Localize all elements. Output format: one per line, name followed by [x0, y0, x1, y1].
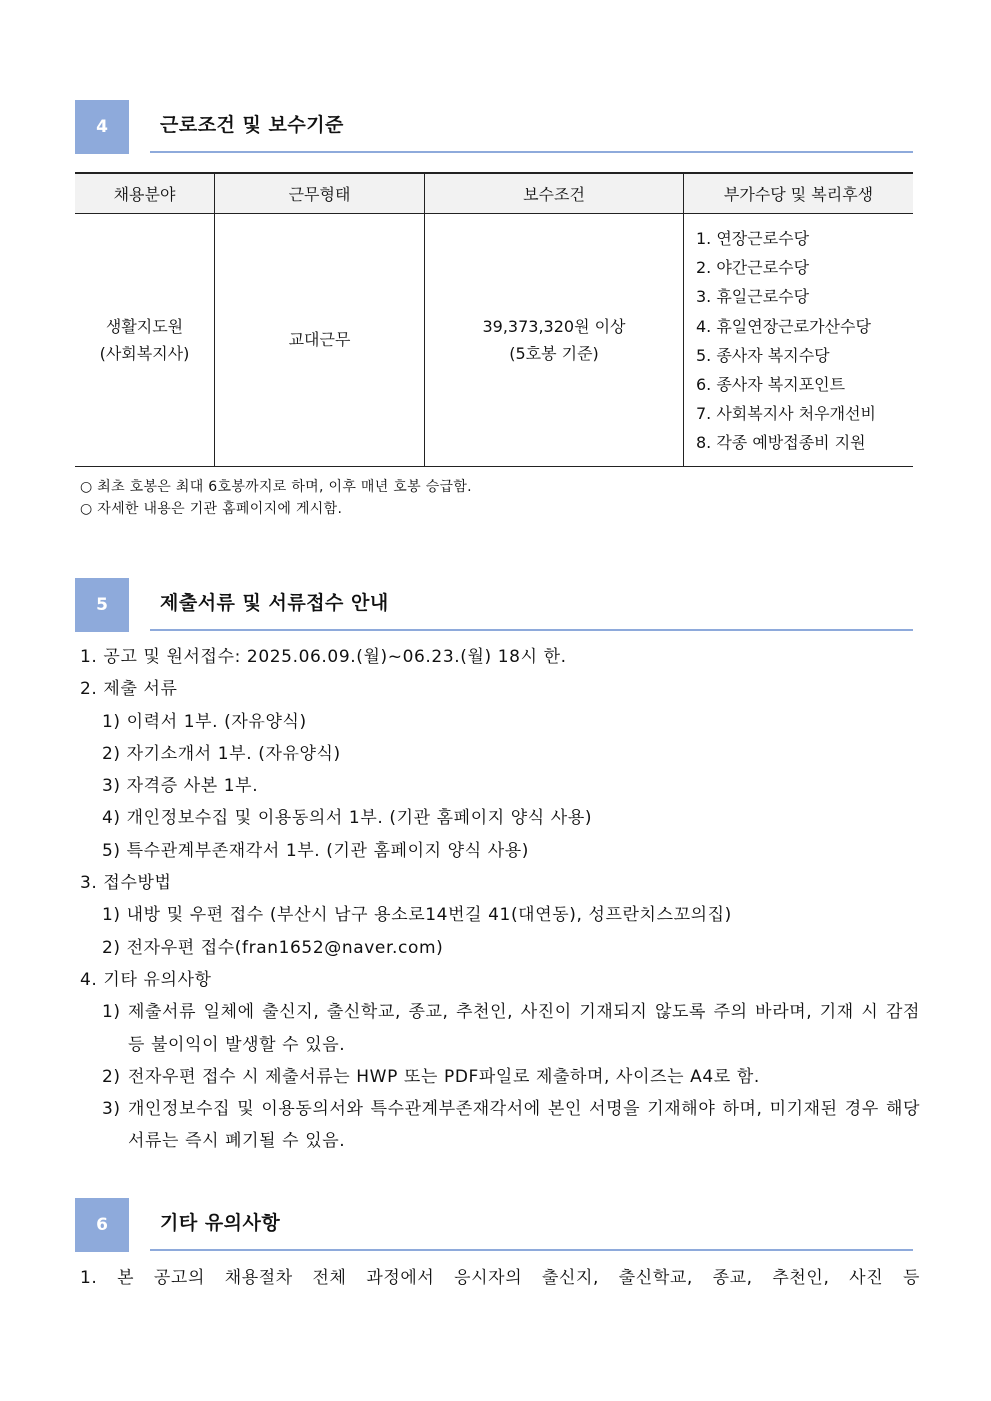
- field-cell: [75, 214, 215, 467]
- list-item-number: 1): [102, 1002, 121, 1023]
- list-item-text: 제출서류 일체에 출신지, 출신학교, 종교, 추천인, 사진이 기재되지 않도록 주의 바라며, 기재 시 감점 등 불이익이 발생할 수 있음.: [128, 1002, 920, 1055]
- list-item: 1) 내방 및 우편 접수 (부산시 남구 용소로14번길 41(대연동), 성프란치스꼬의집): [102, 905, 732, 926]
- table-header-row: [75, 173, 913, 214]
- note-item: ○ 자세한 내용은 기관 홈페이지에 게시함.: [80, 500, 343, 517]
- pay-line2: (5호봉 기준): [509, 343, 599, 363]
- section-title: 기타 유의사항: [160, 1212, 281, 1234]
- list-item: 2. 야간근로수당: [696, 258, 810, 278]
- list-item: 4) 개인정보수집 및 이용동의서 1부. (기관 홈페이지 양식 사용): [102, 808, 593, 829]
- section-underline: [150, 1249, 913, 1251]
- list-item: 6. 종사자 복지포인트: [696, 375, 846, 395]
- header-pay: 보수조건: [425, 173, 684, 214]
- list-item-text: 전자우편 접수 시 제출서류는 HWP 또는 PDF파일로 제출하며, 사이즈는 A4로 함.: [128, 1066, 760, 1087]
- list-item: [80, 996, 920, 1061]
- list-item: [80, 1061, 920, 1093]
- header-benefits: 부가수당 및 복리후생: [684, 173, 914, 214]
- list-item-number: 3): [102, 1099, 121, 1120]
- section-6-header: [75, 1198, 913, 1252]
- section-5-header: [75, 578, 913, 632]
- list-item: 1. 공고 및 원서접수: 2025.06.09.(월)~06.23.(월) 18시 한.: [80, 647, 567, 667]
- section-5-body: [80, 641, 920, 1158]
- header-field: 채용분야: [75, 173, 215, 214]
- list-item-number: 2): [102, 1066, 121, 1087]
- section-6-body: 1. 본 공고의 채용절차 전체 과정에서 응시자의 출신지, 출신학교, 종교, 추천인, 사진 등: [80, 1268, 920, 1288]
- section-title: 근로조건 및 보수기준: [160, 114, 344, 136]
- list-item: 2. 제출 서류: [80, 679, 178, 700]
- section-underline: [150, 629, 913, 631]
- section-number-badge: 4: [75, 100, 129, 154]
- field-line1: 생활지도원: [105, 316, 184, 336]
- section-underline: [150, 151, 913, 153]
- list-item: [80, 1093, 920, 1158]
- list-item: 4. 기타 유의사항: [80, 969, 212, 990]
- table-notes: [80, 477, 472, 520]
- section-title: 제출서류 및 서류접수 안내: [160, 592, 389, 614]
- benefits-cell: [684, 214, 914, 467]
- section-number-badge: 5: [75, 578, 129, 632]
- list-item: 1. 연장근로수당: [696, 229, 810, 248]
- work-type-cell: 교대근무: [215, 214, 425, 467]
- list-item: 4. 휴일연장근로가산수당: [696, 316, 871, 336]
- section-4-header: [75, 100, 913, 154]
- note-item: ○ 최초 호봉은 최대 6호봉까지로 하며, 이후 매년 호봉 승급함.: [80, 479, 472, 495]
- list-item-text: 개인정보수집 및 이용동의서와 특수관계부존재각서에 본인 서명을 기재해야 하며, 미기재된 경우 해당 서류는 즉시 폐기될 수 있음.: [128, 1099, 920, 1152]
- pay-cell: [425, 214, 684, 467]
- list-item: 7. 사회복지사 처우개선비: [696, 404, 876, 424]
- list-item: 3. 휴일근로수당: [696, 287, 810, 307]
- header-work-type: 근무형태: [215, 173, 425, 214]
- list-item: 2) 전자우편 접수(fran1652@naver.com): [102, 937, 444, 958]
- list-item: 5. 종사자 복지수당: [696, 345, 830, 365]
- list-item: 5) 특수관계부존재각서 1부. (기관 홈페이지 양식 사용): [102, 840, 529, 861]
- list-item: 2) 자기소개서 1부. (자유양식): [102, 743, 341, 764]
- list-item: 1) 이력서 1부. (자유양식): [102, 711, 307, 732]
- list-item: 8. 각종 예방접종비 지원: [696, 433, 866, 453]
- table-row: [75, 214, 913, 467]
- conditions-table: [75, 172, 913, 467]
- list-item: 3) 자격증 사본 1부.: [102, 776, 259, 797]
- pay-line1: 39,373,320원 이상: [482, 316, 626, 336]
- field-line2: (사회복지사): [99, 343, 190, 363]
- list-item: 3. 접수방법: [80, 873, 172, 894]
- section-number-badge: 6: [75, 1198, 129, 1252]
